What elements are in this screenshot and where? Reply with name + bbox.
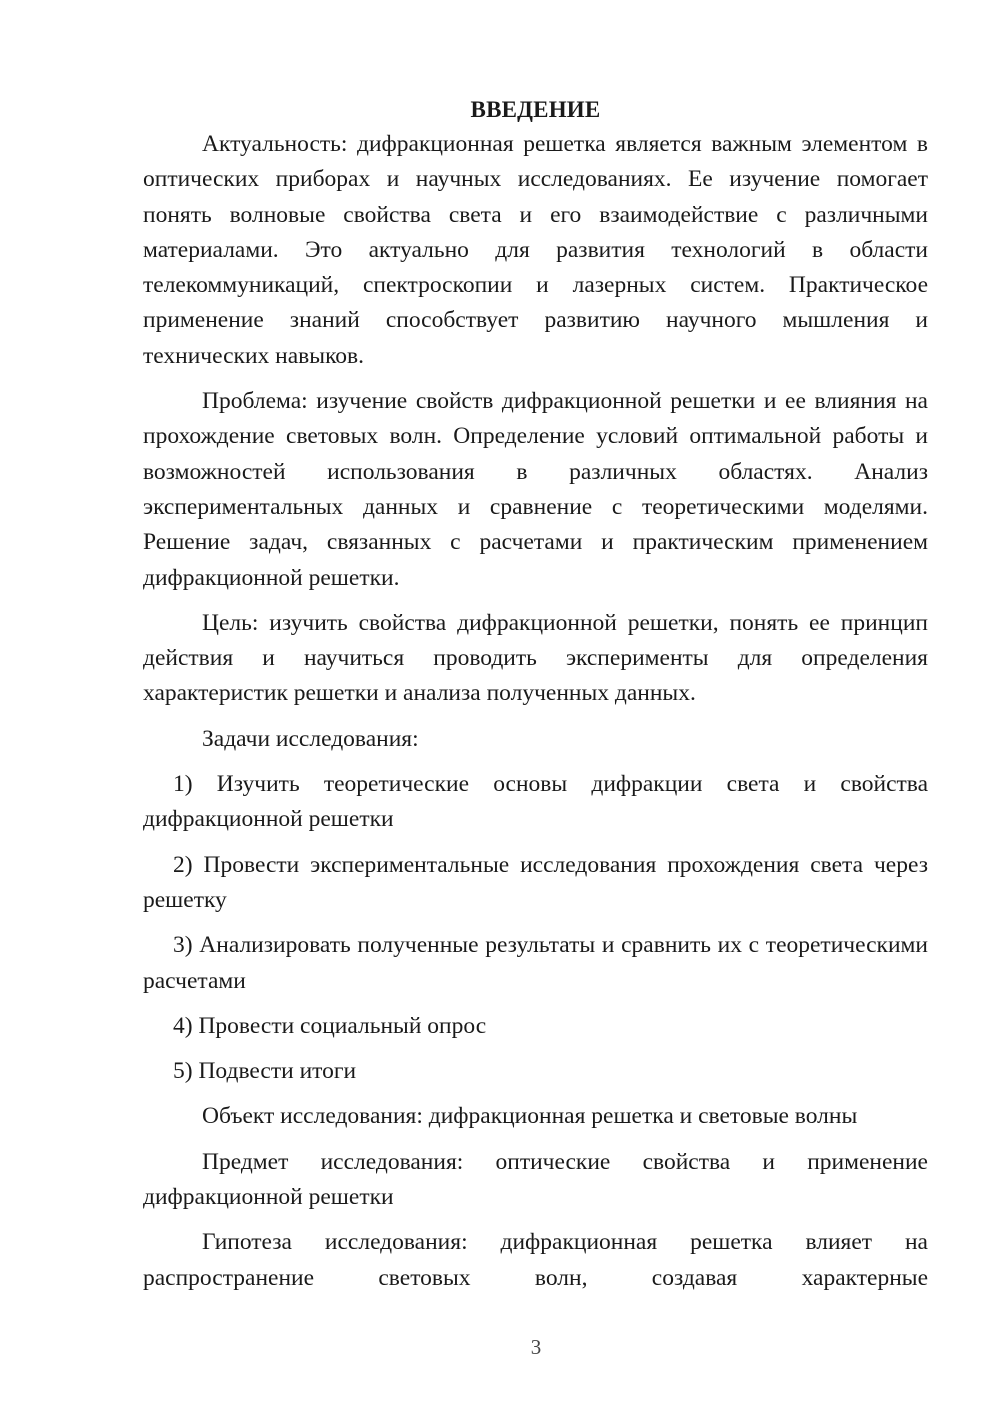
task-item: 2) Провести экспериментальные исследования прохождения света через решетку [143, 851, 928, 913]
paragraph-tasks-heading: Задачи исследования: [202, 725, 419, 752]
paragraph-hypothesis: Гипотеза исследования: дифракционная решетка влияет на распространение световых волн, создавая характерные [143, 1229, 928, 1291]
task-item: 5) Подвести итоги [173, 1058, 357, 1085]
paragraph-object: Объект исследования: дифракционная решетка и световые волны [202, 1103, 858, 1130]
task-item: 3) Анализировать полученные результаты и сравнить их с теоретическими расчетами [143, 932, 928, 994]
page-number: 3 [530, 1335, 542, 1359]
paragraph-subject: Предмет исследования: оптические свойства и применение дифракционной решетки [143, 1148, 928, 1211]
paragraph-problem: Проблема: изучение свойств дифракционной решетки и ее влияния на прохождение световых волн. Определение условий оптимальной работы и возможностей использования в различных областях. Анализ экспериментальных данных и сравнение с теоретическими моделями. Решение задач, связанных с расчетами и практическим применением дифракционной решетки. [143, 388, 928, 591]
paragraph-relevance: Актуальность: дифракционная решетка является важным элементом в оптических приборах и научных исследованиях. Ее изучение помогает понять волновые свойства света и его взаимодействие с различными материалами. Это актуально для развития технологий в области телекоммуникаций, спектроскопии и лазерных систем. Практическое применение знаний способствует развитию научного мышления и технических навыков. [143, 131, 928, 369]
task-item: 4) Провести социальный опрос [173, 1012, 487, 1039]
paragraph-goal: Цель: изучить свойства дифракционной решетки, понять ее принцип действия и научиться проводить эксперименты для определения характеристик решетки и анализа полученных данных. [143, 609, 928, 707]
page-content [143, 92, 928, 1296]
task-item: 1) Изучить теоретические основы дифракции света и свойства дифракционной решетки [143, 771, 928, 833]
page-title: ВВЕДЕНИЕ [470, 97, 601, 122]
